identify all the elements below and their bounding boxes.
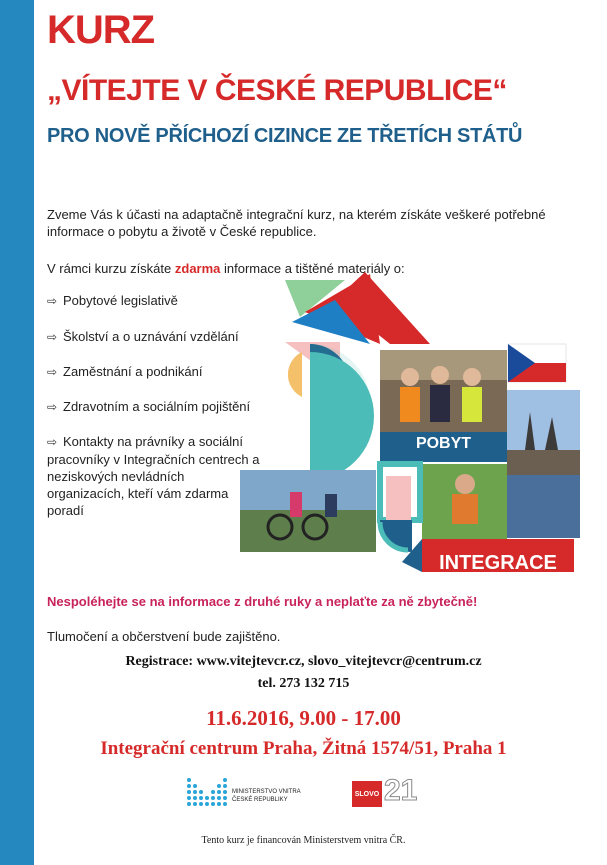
- list-item: [47, 292, 178, 310]
- bullet-text: Zaměstnání a podnikání: [63, 364, 203, 379]
- bullet-text: Pobytové legislativě: [63, 293, 178, 308]
- phone-line: tel. 273 132 715: [257, 676, 350, 691]
- ministry-line-1: MINISTERSTVO VNITRA: [232, 789, 301, 795]
- worker-head-3: [463, 368, 481, 386]
- family-head: [455, 474, 475, 494]
- course-name: „VÍTEJTE V ČESKÉ REPUBLICE“: [47, 74, 507, 107]
- worker-vest-3: [462, 387, 482, 422]
- worker-head-2: [431, 366, 449, 384]
- note-text: Tlumočení a občerstvení bude zajištěno.: [47, 629, 281, 644]
- prague-river: [507, 475, 580, 538]
- prague-photo-sky: [507, 390, 580, 450]
- arrow-right-icon: ⇨: [47, 435, 58, 449]
- arrow-right-icon: ⇨: [47, 294, 58, 308]
- bullet-text: Školství a o uznávání vzdělání: [63, 329, 239, 344]
- slovo-logo: SLOVO: [352, 781, 382, 807]
- arrow-right-icon: ⇨: [47, 400, 58, 414]
- audience-tagline: PRO NOVĚ PŘÍCHOZÍ CIZINCE ZE TŘETÍCH STÁTŮ: [47, 125, 523, 147]
- intro-paragraph: Zveme Vás k účasti na adaptačně integrační kurz, na kterém získáte veškeré potřebné informace o pobytu a životě v České republice.: [47, 207, 546, 239]
- pobyt-label: POBYT: [415, 435, 472, 452]
- event-date: 11.6.2016, 9.00 - 17.00: [206, 706, 401, 730]
- slovo-21-number: 21: [384, 774, 418, 807]
- page-title: KURZ: [47, 8, 155, 52]
- ministry-line-2: ČESKÉ REPUBLIKY: [232, 797, 288, 803]
- arrow-right-icon: ⇨: [47, 365, 58, 379]
- warning-text: Nespoléhejte se na informace z druhé ruky a neplaťte za ně zbytečně!: [47, 594, 478, 609]
- list-item: [47, 398, 250, 416]
- worker-vest-2: [430, 385, 450, 422]
- pink-rect-shape: [386, 476, 411, 520]
- bullet-text: Zdravotním a sociálním pojištění: [63, 399, 251, 414]
- lead-text-after: informace a tištěné materiály o:: [220, 261, 405, 276]
- lead-highlight: zdarma: [174, 261, 221, 276]
- family-body: [452, 494, 478, 524]
- bullet-text: Kontakty na právníky a sociální pracovníky v Integračních centrech a neziskových nevládních organizacích, kteří vám zdarma poradí: [47, 434, 260, 518]
- worker-head-1: [401, 368, 419, 386]
- registration-line: Registrace: www.vitejtevcr.cz, slovo_vitejtevcr@centrum.cz: [125, 654, 482, 669]
- footer-text: Tento kurz je financován Ministerstvem vnitra ČR.: [201, 835, 406, 846]
- left-accent-bar: [0, 0, 34, 865]
- list-item: [47, 363, 202, 381]
- event-venue: Integrační centrum Praha, Žitná 1574/51, Praha 1: [100, 738, 507, 759]
- list-item: [47, 433, 262, 519]
- lead-text-before: V rámci kurzu získáte: [47, 261, 175, 276]
- prague-buildings: [507, 450, 580, 475]
- arrow-right-icon: ⇨: [47, 330, 58, 344]
- orange-half-circle-shape: [288, 352, 302, 397]
- collage-graphic: [240, 272, 580, 582]
- worker-vest-1: [400, 387, 420, 422]
- integrace-label: INTEGRACE: [439, 552, 557, 574]
- teal-half-circle-shape: [310, 352, 374, 480]
- ministry-logo-text: [232, 788, 301, 804]
- ministry-logo-icon: [186, 776, 230, 808]
- list-item: [47, 328, 239, 346]
- cyclist-1: [290, 492, 302, 517]
- cyclist-2: [325, 494, 337, 517]
